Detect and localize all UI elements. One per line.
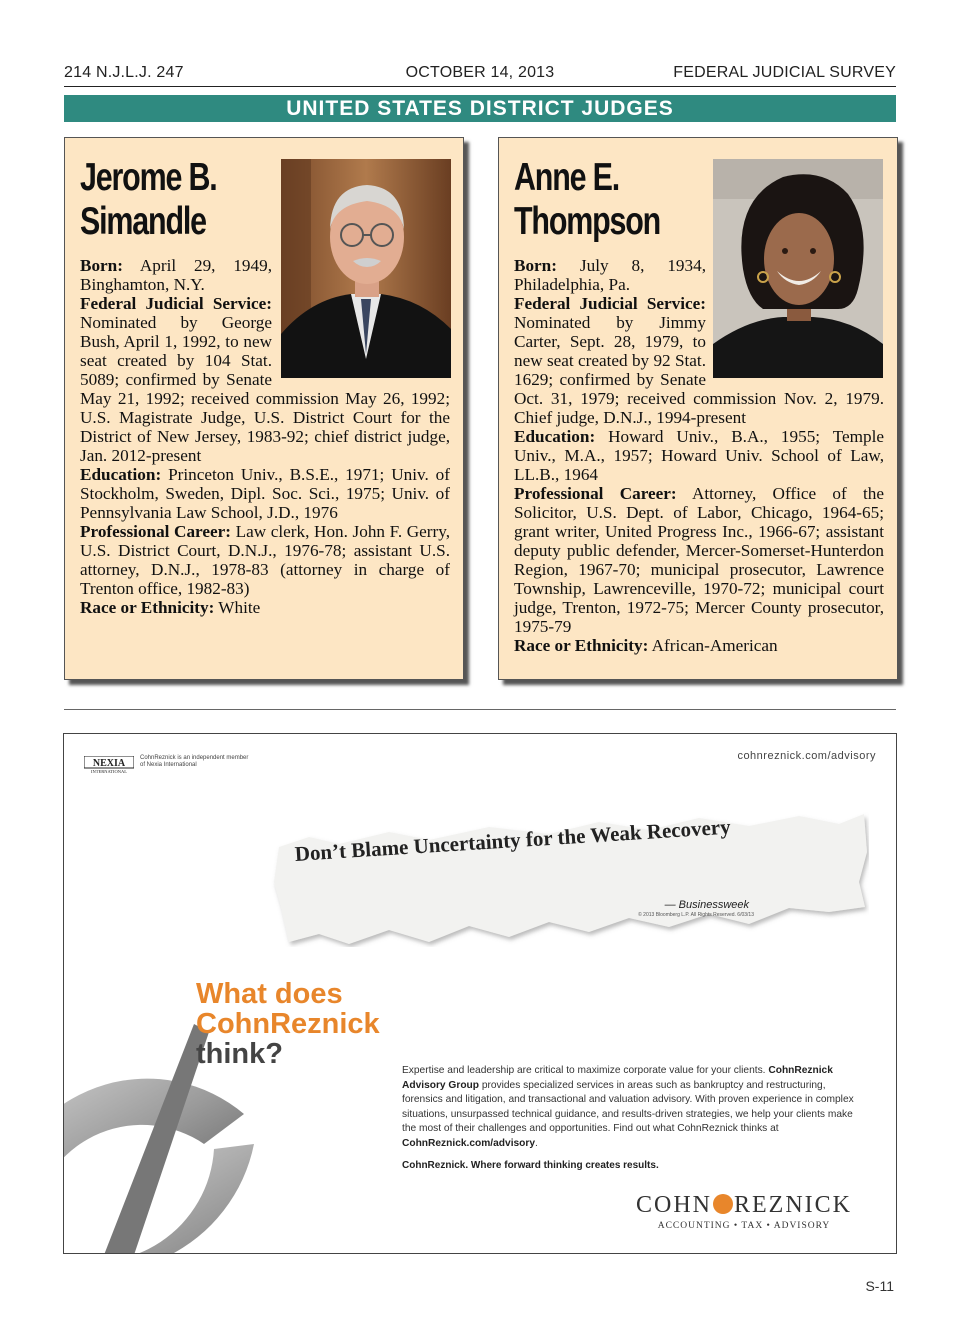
service-value: Nominated by Jimmy Carter, Sept. 28, 1979, to new seat created by 92 Stat. 1629; confirmed by Senate Oct. 31, 1979; received commission Nov. 2, 1979. Chief judge, D.N.J., 1994-present [514,313,884,427]
question-line3: think? [196,1038,283,1070]
ad-url: cohnreznick.com/advisory [737,750,876,762]
body-text: Expertise and leadership are critical to maximize corporate value for your clients. [402,1065,769,1076]
judge-name [514,156,660,244]
judge-name-line2: Thompson [514,200,661,243]
career-label: Professional Career: [80,522,231,541]
page-number: S-11 [865,1278,894,1294]
brand-right: REZNICK [734,1192,852,1218]
ad-source: — Businessweek [664,899,749,911]
nexia-logo-text: NEXIA [92,758,126,769]
ad-body-copy [402,1064,862,1151]
body-strong: CohnReznick Advisory Group [402,1065,833,1091]
judge-name [80,156,217,244]
header-citation: 214 N.J.L.J. 247 [64,64,184,81]
judge-name-line1: Jerome B. [80,156,217,199]
ad-headline: Don’t Blame Uncertainty for the Weak Recovery [294,814,732,866]
education-label: Education: [514,427,596,446]
body-link: CohnReznick.com/advisory [402,1137,536,1149]
education-value: Princeton Univ., B.S.E., 1971; Univ. of Stockholm, Sweden, Dipl. Soc. Sci., 1975; Univ. of Pennsylvania Law School, J.D., 1976 [80,465,450,522]
advertisement [63,733,897,1254]
judge-name-line2: Simandle [80,200,206,243]
header-date: OCTOBER 14, 2013 [405,64,555,81]
judge-name-line1: Anne E. [514,156,620,199]
judge-bio [80,256,450,617]
career-value: Attorney, Office of the Solicitor, U.S. Dept. of Labor, Chicago, 1964-65; grant writer, United Progress Inc., 1966-67; assistant deputy public defender, Mercer-Somerset-Hunterdon Region, 1967-70; municipal prosecutor, Lawrence Township, Lawrenceville, 1970-72; municipal court judge, Trenton, 1972-75; Mercer County prosecutor, 1975-79 [514,484,884,636]
born-value: April 29, 1949, Binghamton, N.Y. [80,256,272,294]
race-label: Race or Ethnicity: [80,598,215,617]
brand-subtitle: ACCOUNTING • TAX • ADVISORY [657,1221,831,1231]
ad-source-copyright: © 2013 Bloomberg L.P. All Rights Reserved. 6/03/13 [638,912,754,918]
body-text: provides specialized services in areas such as bankruptcy and restructuring, forensics and litigation, and transactional and valuation advisory. With proven experience in complex situations, unsurpassed technical guidance, and results-driven strategies, we help your clients make the most of their challenges and opportunities. Find out what CohnReznick thinks at [402,1079,854,1134]
nexia-note: CohnReznick is an independent member of Nexia International [140,755,249,768]
born-label: Born: [80,256,123,275]
service-label: Federal Judicial Service: [514,294,706,313]
header-section: FEDERAL JUDICIAL SURVEY [673,64,896,81]
ad-tagline: CohnReznick. Where forward thinking creates results. [402,1160,659,1171]
question-line1: What does [196,978,343,1010]
judge-card-simandle [64,137,464,680]
section-banner: UNITED STATES DISTRICT JUDGES [64,95,896,122]
education-value: Howard Univ., B.A., 1955; Temple Univ., M.A., 1957; Howard Univ. School of Law, LL.B., 1964 [514,427,884,484]
judge-card-thompson [498,137,898,680]
question-line2: CohnReznick [196,1008,380,1040]
career-label: Professional Career: [514,484,677,503]
body-text: . [535,1137,538,1149]
race-value: White [214,598,261,617]
born-label: Born: [514,256,557,275]
brand-dot-icon [713,1194,733,1214]
judge-bio [514,256,884,655]
ad-divider [64,709,896,710]
header-rule [64,86,896,87]
born-value: July 8, 1934, Philadelphia, Pa. [514,256,706,294]
brand-left: COHN [635,1192,712,1218]
cohnreznick-logo [624,1192,864,1231]
page-header [64,64,896,86]
race-value: African-American [648,636,778,655]
nexia-logo [84,756,134,774]
race-label: Race or Ethnicity: [514,636,649,655]
service-label: Federal Judicial Service: [80,294,272,313]
nexia-logo-subtext: INTERNATIONAL [91,769,127,774]
education-label: Education: [80,465,162,484]
service-value: Nominated by George Bush, April 1, 1992, to new seat created by 104 Stat. 5089; confirmed by Senate May 21, 1992; received commission May 26, 1992; U.S. Magistrate Judge, U.S. District Court for the District of New Jersey, 1983-92; chief district judge, Jan. 2012-present [80,313,450,465]
ad-question [196,979,380,1069]
career-value: Law clerk, Hon. John F. Gerry, U.S. District Court, D.N.J., 1976-78; assistant U.S. attorney, D.N.J., 1978-83 (attorney in charge of Trenton office, 1982-83) [80,522,451,598]
